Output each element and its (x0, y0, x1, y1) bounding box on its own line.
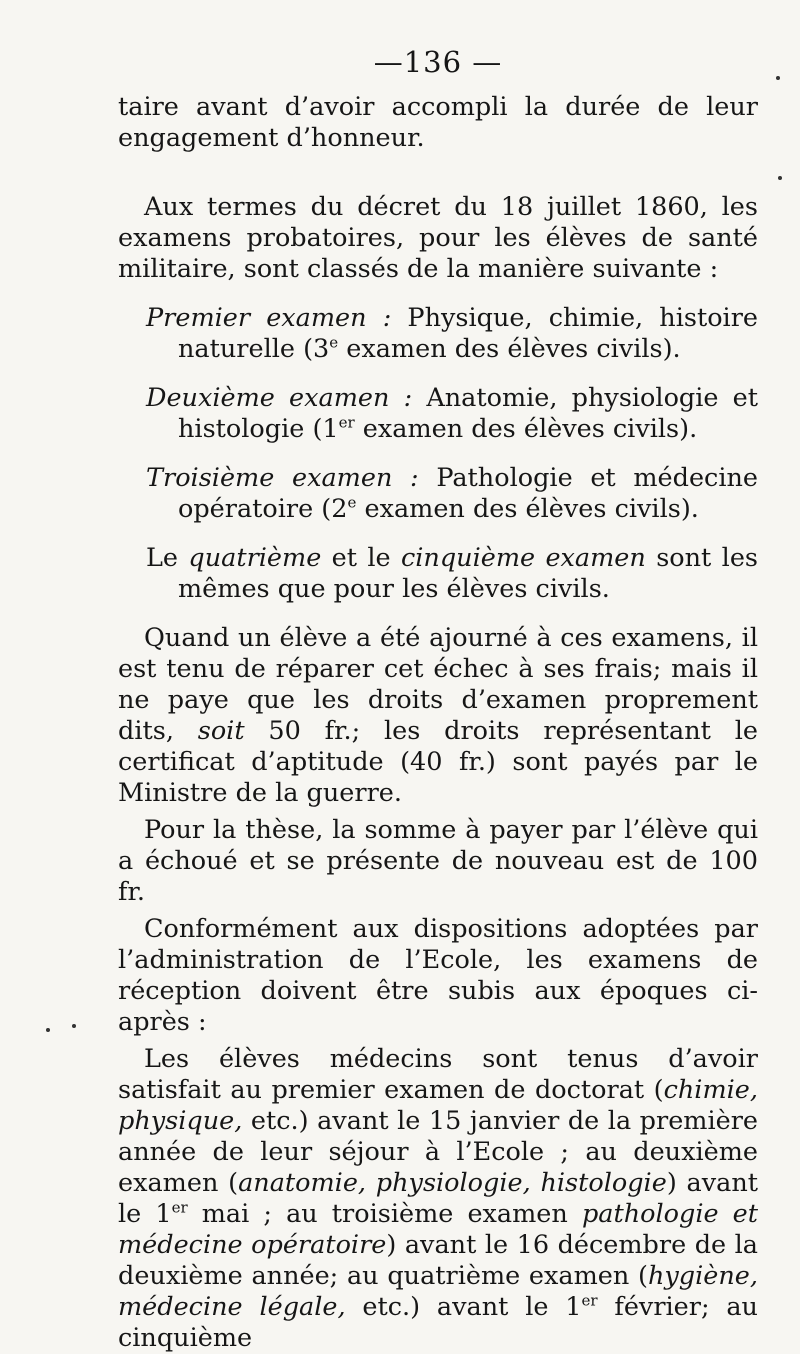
adjourned-paragraph (118, 623, 758, 809)
exam3-label: Troisième examen : (146, 463, 419, 493)
exam45-b: quatrième (188, 543, 322, 573)
schedule-p9: ) avant le 16 décembre de la deuxième année; au quatrième examen ( (118, 1230, 758, 1291)
schedule-paragraph (118, 1044, 758, 1354)
exam45-e: sont les mêmes que pour les élèves civils. (178, 543, 758, 604)
exam2-sup: er (338, 413, 355, 432)
schedule-p7: mai ; au troisième examen (187, 1199, 582, 1229)
exam45-paragraph (118, 543, 758, 605)
schedule-p11: etc.) avant le 1 (345, 1292, 582, 1322)
exam45-a: Le (146, 543, 189, 573)
thesis-paragraph: Pour la thèse, la somme à payer par l’élève qui a échoué et se présente de nouveau est de 100 fr. (118, 815, 758, 907)
schedule-p8: pathologie et médecine opératoire (118, 1199, 759, 1260)
exam3-sup: e (347, 493, 357, 512)
page-number: —136 — (373, 45, 503, 79)
schedule-p2: chimie, physique, (118, 1075, 758, 1136)
conformity-paragraph: Conformément aux dispositions adoptées par l’administration de l’Ecole, les examens de réception doivent être subis aux époques ci-après : (118, 914, 758, 1037)
schedule-p13: février; au cinquième (118, 1292, 758, 1353)
exam2-paragraph (118, 383, 758, 445)
print-speck (778, 176, 782, 180)
decree-intro-paragraph: Aux termes du décret du 18 juillet 1860, les examens probatoires, pour les élèves de santé militaire, sont classés de la manière suivante : (118, 192, 758, 284)
schedule-p4: anatomie, physiologie, histologie (238, 1168, 667, 1198)
exam2-tail: examen des élèves civils). (354, 414, 698, 444)
adjourned-c: 50 fr.; les droits représentant le certificat d’aptitude (40 fr.) sont payés par le Ministre de la guerre. (118, 716, 758, 808)
exam45-d: cinquième examen (400, 543, 646, 573)
schedule-p6: er (171, 1198, 188, 1217)
exam1-sup: e (329, 333, 339, 352)
print-speck (46, 1028, 50, 1032)
schedule-p3: etc.) avant le 15 janvier de la première année de leur séjour à l’Ecole ; au deuxième examen ( (118, 1106, 758, 1198)
exam1-tail: examen des élèves civils). (338, 334, 681, 364)
print-speck (776, 76, 780, 80)
schedule-p1: Les élèves médecins sont tenus d’avoir satisfait au premier examen de doctorat ( (118, 1044, 758, 1105)
exam2-text: Anatomie, physiologie et histologie (1 (178, 383, 758, 444)
exam45-c: et le (321, 543, 401, 573)
exam1-paragraph (118, 303, 758, 365)
exam1-text: Physique, chimie, histoire naturelle (3 (178, 303, 758, 364)
adjourned-a: Quand un élève a été ajourné à ces examens, il est tenu de réparer cet échec à ses frais; mais il ne paye que les droits d’examen proprement dits, (118, 623, 758, 746)
exam3-text: Pathologie et médecine opératoire (2 (178, 463, 759, 524)
continuation-paragraph: taire avant d’avoir accompli la durée de leur engagement d’honneur. (118, 92, 758, 153)
exam1-label: Premier examen : (146, 303, 392, 333)
exam2-label: Deuxième examen : (146, 383, 413, 413)
print-speck (72, 1024, 76, 1028)
exam3-paragraph (118, 463, 758, 525)
exam3-tail: examen des élèves civils). (356, 494, 699, 524)
schedule-p12: er (581, 1291, 598, 1310)
adjourned-b: soit (197, 716, 245, 746)
schedule-p10: hygiène, médecine légale, (118, 1261, 758, 1322)
schedule-p5: ) avant le 1 (118, 1168, 758, 1229)
